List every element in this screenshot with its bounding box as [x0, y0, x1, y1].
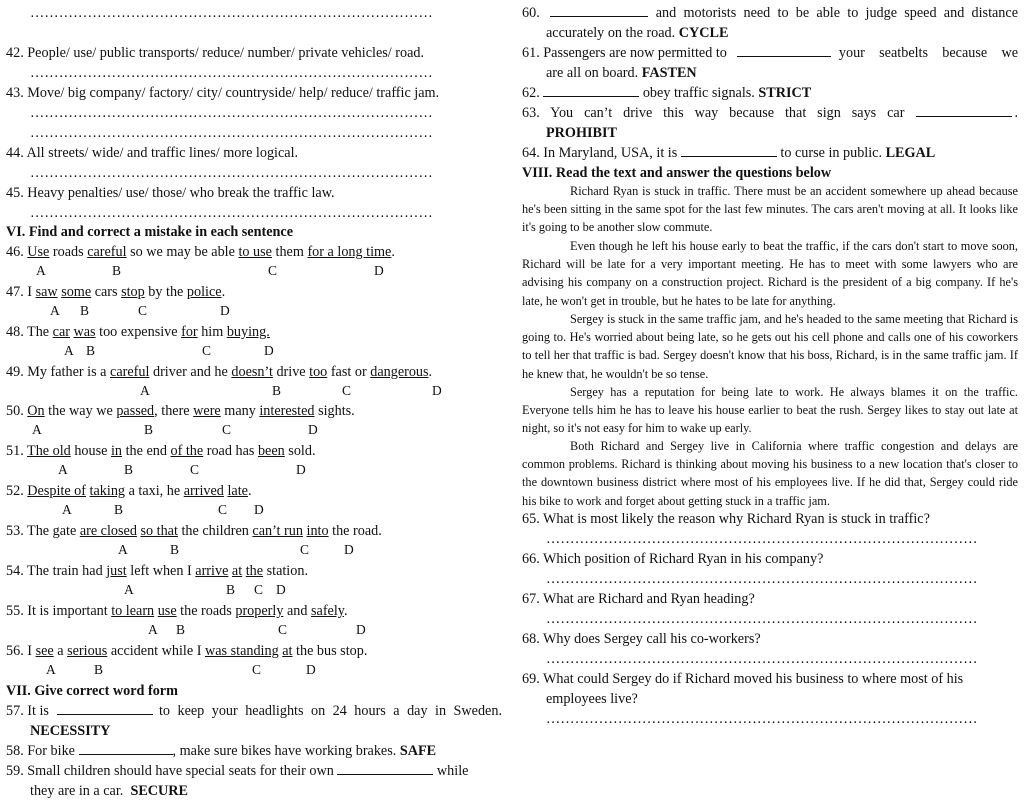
- answer-line-42[interactable]: …………………………………………………………………………: [30, 65, 433, 81]
- question-44: 44. All streets/ wide/ and traffic lines/ more logical.: [6, 145, 299, 161]
- question-59-cont: they are in a car. SECURE: [30, 783, 189, 799]
- choice-letters-48: A B C D: [64, 343, 274, 358]
- question-61-cont: are all on board. FASTEN: [546, 65, 697, 81]
- blank-57[interactable]: [57, 702, 153, 715]
- question-42: 42. People/ use/ public transports/ reduce/ number/ private vehicles/ road.: [6, 45, 425, 61]
- reading-paragraph-1: Richard Ryan is stuck in traffic. There must be an accident somewhere up ahead because he's been sitting in the same spot for the last few minutes. The cars aren't moving at all. It looks like it's going to be another slow commute.: [522, 184, 1018, 235]
- blank-59[interactable]: [337, 762, 433, 775]
- question-68: 68. Why does Sergey call his co-workers?: [522, 631, 761, 647]
- answer-line-68[interactable]: ………………………………………………………………………………: [546, 651, 978, 667]
- reading-paragraph-4: Sergey has a reputation for being late to work. He always blames it on the traffic. Everyone tells him he has to leave his house earlier to beat the rush. Sergey likes to stay out late at night, so it's not easy for him to wake up early.: [522, 385, 1018, 436]
- choice-letters-50: A B C D: [32, 422, 318, 437]
- question-52: 52. Despite of taking a taxi, he arrived late.: [6, 483, 252, 499]
- blank-61[interactable]: [737, 44, 831, 57]
- choice-letters-53: A B C D: [118, 542, 354, 557]
- question-65: 65. What is most likely the reason why Richard Ryan is stuck in traffic?: [522, 511, 930, 527]
- question-54: 54. The train had just left when I arrive at the station.: [6, 563, 308, 579]
- question-50: 50. On the way we passed, there were many interested sights.: [6, 403, 355, 419]
- question-69-cont: employees live?: [546, 691, 638, 707]
- answer-line-43b[interactable]: …………………………………………………………………………: [30, 125, 433, 141]
- reading-paragraph-2: Even though he left his house early to beat the traffic, if the cars don't start to move soon, Richard will be late for a very important meeting. He has to meet with some lawyers who are advising his company on a construction project. Richard is the president of a big company. If he's late, he won't get in trouble, but he hates to be late for anything.: [522, 239, 1018, 308]
- answer-line-44[interactable]: …………………………………………………………………………: [30, 165, 433, 181]
- question-55: 55. It is important to learn use the roads properly and safely.: [6, 603, 348, 619]
- blank-62[interactable]: [543, 84, 639, 97]
- question-56: 56. I see a serious accident while I was standing at the bus stop.: [6, 643, 368, 659]
- question-60: 60. and motorists need to be able to judge speed and distance: [522, 5, 1018, 21]
- question-64: 64. In Maryland, USA, it is to curse in public. LEGAL: [522, 145, 936, 161]
- question-43: 43. Move/ big company/ factory/ city/ countryside/ help/ reduce/ traffic jam.: [6, 85, 440, 101]
- choice-letters-52: A B C D: [62, 502, 264, 517]
- answer-line-45[interactable]: …………………………………………………………………………: [30, 205, 433, 221]
- question-53: 53. The gate are closed so that the children can’t run into the road.: [6, 523, 382, 539]
- section-6-title: VI. Find and correct a mistake in each sentence: [6, 224, 294, 240]
- answer-line-66[interactable]: ………………………………………………………………………………: [546, 571, 978, 587]
- reading-paragraph-5: Both Richard and Sergey live in California where traffic congestion and delays are common problems. Richard is thinking about moving his business to a new location that's closer to the downtown business district where most of his employees live. If he did that, Sergey could ride his bike to work and forget about getting stuck in a traffic jam.: [522, 439, 1018, 508]
- question-67: 67. What are Richard and Ryan heading?: [522, 591, 755, 607]
- question-69: 69. What could Sergey do if Richard moved his business to where most of his: [522, 671, 964, 687]
- question-66: 66. Which position of Richard Ryan in his company?: [522, 551, 824, 567]
- answer-line-65[interactable]: ………………………………………………………………………………: [546, 531, 978, 547]
- question-48: 48. The car was too expensive for him buying.: [6, 324, 270, 340]
- choice-letters-54: A B C D: [124, 582, 286, 597]
- section-7-title: VII. Give correct word form: [6, 683, 178, 699]
- choice-letters-49: A B C D: [140, 383, 442, 398]
- question-47: 47. I saw some cars stop by the police.: [6, 284, 226, 300]
- question-57: 57. It is to keep your headlights on 24 hours a day in Sweden.: [6, 703, 502, 719]
- answer-line-67[interactable]: ………………………………………………………………………………: [546, 611, 978, 627]
- question-58: 58. For bike , make sure bikes have working brakes. SAFE: [6, 743, 437, 759]
- answer-line-41[interactable]: …………………………………………………………………………: [30, 5, 433, 21]
- question-51: 51. The old house in the end of the road has been sold.: [6, 443, 316, 459]
- answer-line-43a[interactable]: …………………………………………………………………………: [30, 105, 433, 121]
- answer-line-69[interactable]: ………………………………………………………………………………: [546, 711, 978, 727]
- question-49: 49. My father is a careful driver and he doesn’t drive too fast or dangerous.: [6, 364, 433, 380]
- reading-paragraph-3: Sergey is stuck in the same traffic jam, and he's headed to the same meeting that Richard is going to. He's worried about being late, so he gets out his cell phone and calls one of his coworkers to tell her that traffic is bad. Sergey doesn't know that his boss, Richard, is in the same traffic jam. If he knew that, he wouldn't be so tense.: [522, 312, 1018, 381]
- question-61: 61. Passengers are now permitted to your seatbelts because we: [522, 45, 1018, 61]
- section-8-title: VIII. Read the text and answer the questions below: [522, 165, 832, 181]
- choice-letters-46: A B C D: [36, 263, 384, 278]
- choice-letters-56: A B C D: [46, 662, 316, 677]
- choice-letters-51: A B C D: [58, 462, 306, 477]
- blank-58[interactable]: [79, 742, 173, 755]
- choice-letters-55: A B C D: [148, 622, 366, 637]
- question-45: 45. Heavy penalties/ use/ those/ who break the traffic law.: [6, 185, 335, 201]
- question-59: 59. Small children should have special seats for their own while: [6, 763, 469, 779]
- blank-64[interactable]: [681, 144, 777, 157]
- question-60-cont: accurately on the road. CYCLE: [546, 25, 729, 41]
- choice-letters-47: A B C D: [50, 303, 230, 318]
- blank-63[interactable]: [916, 104, 1012, 117]
- word-63: PROHIBIT: [546, 125, 617, 141]
- question-46: 46. Use roads careful so we may be able to use them for a long time.: [6, 244, 395, 260]
- question-63: 63. You can’t drive this way because that sign says car .: [522, 105, 1018, 121]
- question-62: 62. obey traffic signals. STRICT: [522, 85, 812, 101]
- blank-60[interactable]: [550, 4, 648, 17]
- word-57: NECESSITY: [30, 723, 111, 739]
